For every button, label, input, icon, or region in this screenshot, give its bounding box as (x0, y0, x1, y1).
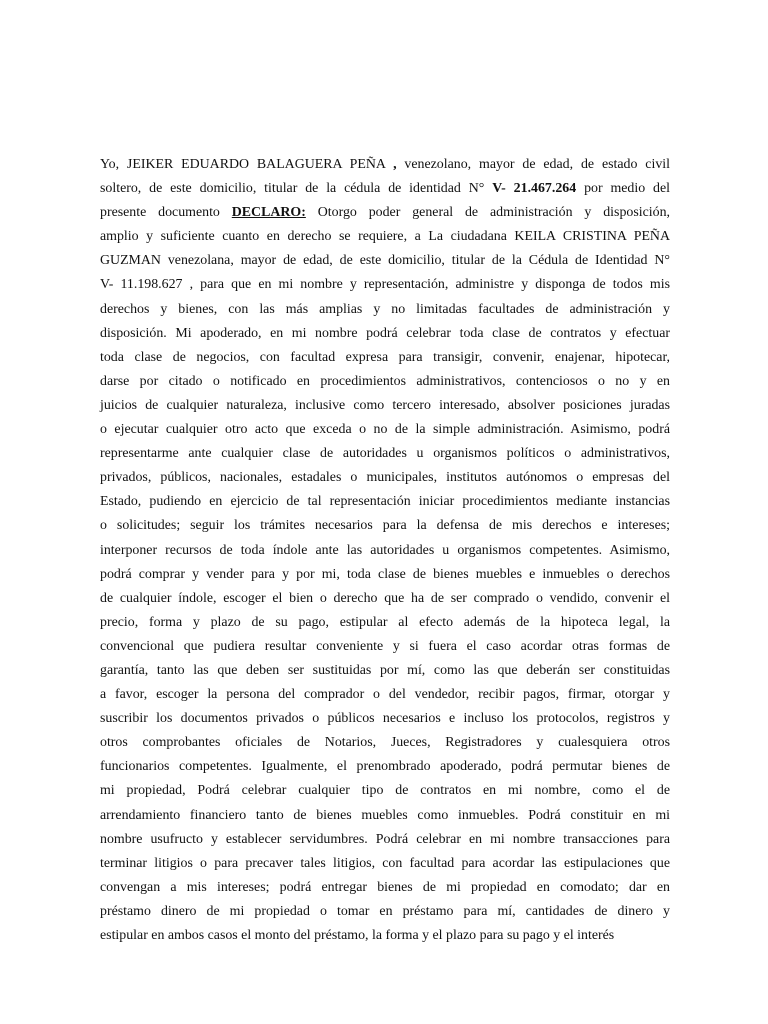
line-text: GUZMAN venezolana, mayor de edad, de este domicilio, titular de la Cédula de Identidad N° (100, 253, 670, 269)
document-body (100, 153, 670, 948)
document-line (100, 755, 670, 779)
document-line (100, 635, 670, 659)
line-text: disposición. Mi apoderado, en mi nombre podrá celebrar toda clase de contratos y efectuar (100, 325, 670, 341)
document-line (100, 828, 670, 852)
emphasized-text: , (393, 157, 397, 172)
line-text: de cualquier índole, escoger el bien o derecho que ha de ser comprado o vendido, convenir el (100, 590, 670, 606)
line-text: juicios de cualquier naturaleza, inclusive como tercero interesado, absolver posiciones juradas (100, 397, 670, 413)
document-line (100, 418, 670, 442)
line-text: préstamo dinero de mi propiedad o tomar en préstamo para mí, cantidades de dinero y (100, 903, 670, 919)
line-text: o solicitudes; seguir los trámites necesarios para la defensa de mis derechos e intereses; (100, 518, 670, 534)
line-text: Estado, pudiendo en ejercicio de tal representación iniciar procedimientos mediante instancias (100, 494, 670, 510)
line-text: convencional que pudiera resultar conveniente y si fuera el caso acordar otras formas de (100, 638, 670, 654)
line-text: nombre usufructo y establecer servidumbres. Podrá celebrar en mi nombre transacciones para (100, 831, 670, 847)
document-line (100, 249, 670, 273)
line-text: podrá comprar y vender para y por mi, toda clase de bienes muebles e inmuebles o derechos (100, 566, 670, 582)
emphasized-text: V- 21.467.264 (492, 181, 577, 197)
document-line (100, 490, 670, 514)
line-text: amplio y suficiente cuanto en derecho se requiere, a La ciudadana KEILA CRISTINA PEÑA (100, 229, 670, 245)
line-text: arrendamiento financiero tanto de bienes muebles como inmuebles. Podrá constituir en mi (100, 807, 670, 823)
document-line (100, 394, 670, 418)
line-text: Yo, JEIKER EDUARDO BALAGUERA PEÑA (100, 157, 394, 172)
document-line (100, 707, 670, 731)
line-text: otros comprobantes oficiales de Notarios, Jueces, Registradores y cualesquiera otros (100, 735, 670, 751)
line-text: por medio del (576, 181, 671, 197)
line-text: mi propiedad, Podrá celebrar cualquier tipo de contratos en mi nombre, como el de (100, 783, 670, 799)
document-line (100, 539, 670, 563)
document-line (100, 876, 670, 900)
line-text: a favor, escoger la persona del comprador o del vendedor, recibir pagos, firmar, otorgar y (100, 687, 670, 703)
line-text: Otorgo poder general de administración y disposición, (305, 205, 670, 221)
document-line (100, 225, 670, 249)
document-line (100, 177, 670, 201)
document-line (100, 683, 670, 707)
document-line (100, 731, 670, 755)
line-text: precio, forma y plazo de su pago, estipular al efecto además de la hipoteca legal, la (100, 614, 670, 630)
document-line (100, 611, 670, 635)
document-line (100, 201, 670, 225)
line-text: interponer recursos de toda índole ante las autoridades u organismos competentes. Asimismo, (100, 542, 670, 558)
document-line (100, 153, 670, 177)
line-text: venezolano, mayor de edad, de estado civil (396, 157, 670, 172)
document-line (100, 779, 670, 803)
document-line (100, 442, 670, 466)
line-text: soltero, de este domicilio, titular de la cédula de identidad N° (100, 181, 493, 197)
document-line (100, 370, 670, 394)
document-line (100, 900, 670, 924)
line-text: terminar litigios o para precaver tales litigios, con facultad para acordar las estipulaciones que (100, 855, 670, 871)
line-text: suscribir los documentos privados o públicos necesarios e incluso los protocolos, registros y (100, 711, 670, 727)
line-text: derechos y bienes, con las más amplias y no limitadas facultades de administración y (100, 301, 670, 317)
line-text: toda clase de negocios, con facultad expresa para transigir, convenir, enajenar, hipotecar, (100, 349, 670, 365)
emphasized-text: DECLARO: (231, 205, 306, 221)
document-line (100, 924, 670, 948)
line-text: V- 11.198.627 , para que en mi nombre y representación, administre y disponga de todos mis (100, 277, 670, 293)
line-text: darse por citado o notificado en procedimientos administrativos, contenciosos o no y en (100, 373, 670, 389)
document-line (100, 587, 670, 611)
document-line (100, 804, 670, 828)
line-text: o ejecutar cualquier otro acto que exceda o no de la simple administración. Asimismo, podrá (100, 422, 670, 438)
line-text: privados, públicos, nacionales, estadales o municipales, institutos autónomos o empresas del (100, 470, 670, 486)
document-line (100, 322, 670, 346)
document-line (100, 466, 670, 490)
line-text: estipular en ambos casos el monto del préstamo, la forma y el plazo para su pago y el interés (100, 928, 615, 943)
line-text: representarme ante cualquier clase de autoridades u organismos políticos o administrativos, (100, 446, 670, 462)
line-text: convengan a mis intereses; podrá entregar bienes de mi propiedad en comodato; dar en (100, 879, 670, 895)
line-text: funcionarios competentes. Igualmente, el prenombrado apoderado, podrá permutar bienes de (100, 759, 670, 775)
document-line (100, 852, 670, 876)
line-text: presente documento (100, 205, 232, 221)
document-line (100, 346, 670, 370)
document-line (100, 659, 670, 683)
document-line (100, 563, 670, 587)
document-line (100, 273, 670, 297)
line-text: garantía, tanto las que deben ser sustituidas por mí, como las que deberán ser constituidas (100, 662, 670, 678)
document-line (100, 514, 670, 538)
document-line (100, 298, 670, 322)
